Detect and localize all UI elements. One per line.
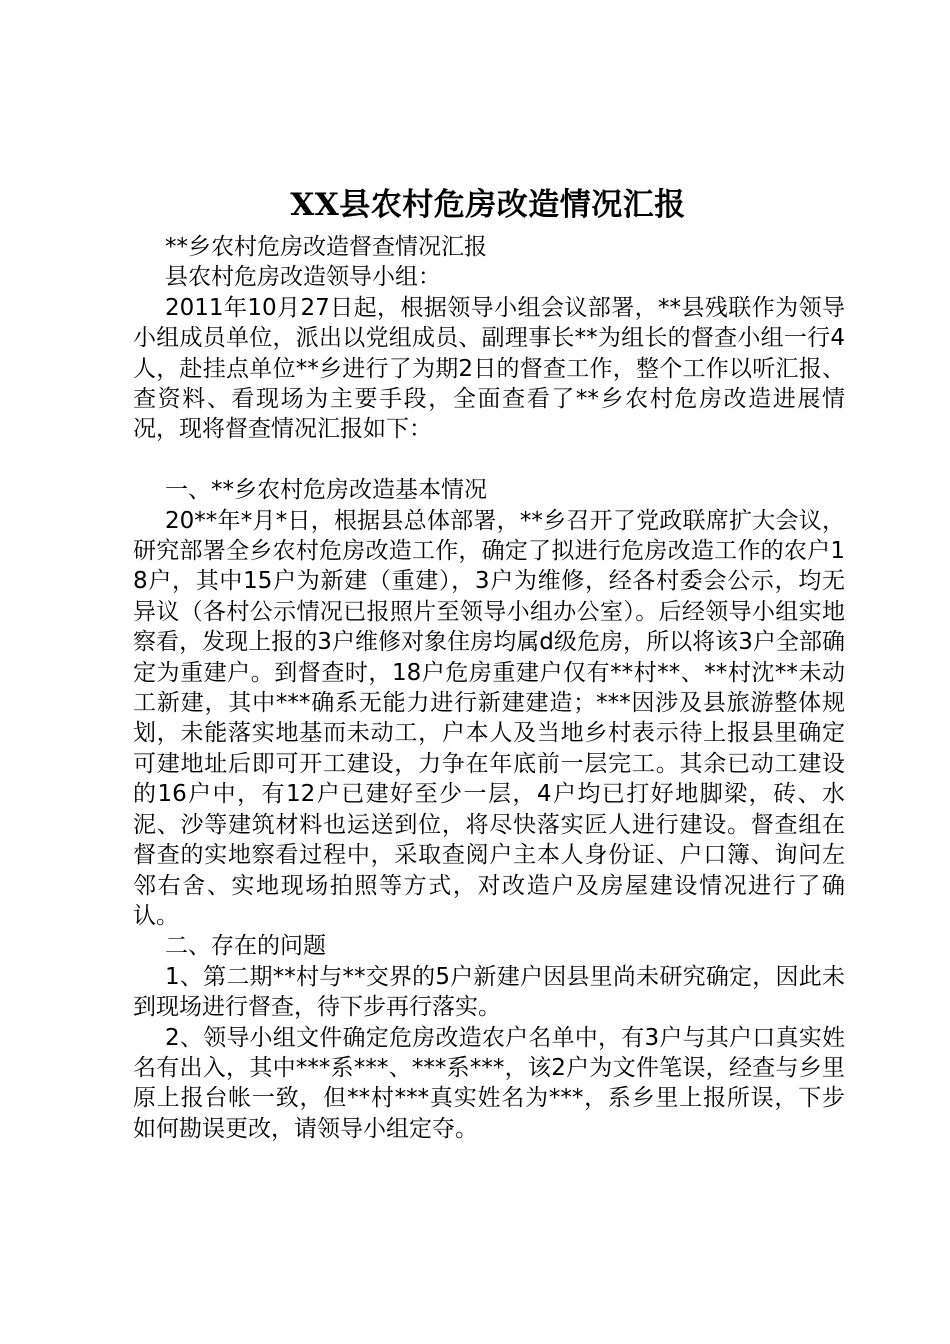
document-title: XX县农村危房改造情况汇报 bbox=[290, 187, 686, 223]
subtitle-line: **乡农村危房改造督查情况汇报 bbox=[165, 234, 487, 260]
intro-paragraph: 2011年10月27日起，根据领导小组会议部署，**县残联作为领导小组成员单位，派出以党组成员、副理事长**为组长的督查小组一行4人，赴挂点单位**乡进行了为期2日的督查工作，整个工作以听汇报、查资料、看现场为主要手段，全面查看了**乡农村危房改造进展情况，现将督查情况汇报如下： bbox=[133, 294, 845, 443]
issue-item-2: 2、领导小组文件确定危房改造农户名单中，有3户与其户口真实姓名有出入，其中***系***、***系***，该2户为文件笔误，经查与乡里原上报台帐一致，但**村***真实姓名为***，系乡里上报所误，下步如何勘误更改，请领导小组定夺。 bbox=[133, 1024, 845, 1142]
issue-item-1: 1、第二期**村与**交界的5户新建户因县里尚未研究确定，因此未到现场进行督查，待下步再行落实。 bbox=[133, 963, 845, 1021]
paragraph-spacer bbox=[133, 445, 845, 475]
salutation-line: 县农村危房改造领导小组： bbox=[165, 264, 441, 291]
document-page bbox=[133, 178, 845, 1144]
section-body-1: 20**年*月*日，根据县总体部署，**乡召开了党政联席扩大会议，研究部署全乡农村危房改造工作，确定了拟进行危房改造工作的农户18户，其中15户为新建（重建），3户为维修，经各村委会公示，均无异议（各村公示情况已报照片至领导小组办公室）。后经领导小组实地察看，发现上报的3户维修对象住房均属d级危房，所以将该3户全部确定为重建户。到督查时，18户危房重建户仅有**村**、**村沈**未动工新建，其中***确系无能力进行新建建造；***因涉及县旅游整体规划，未能落实地基而未动工，户本人及当地乡村表示待上报县里确定可建地址后即可开工建设，力争在年底前一层完工。其余已动工建设的16户中，有12户已建好至少一层，4户均已打好地脚梁，砖、水泥、沙等建筑材料也运送到位，将尽快落实匠人进行建设。督查组在督查的实地察看过程中，采取查阅户主本人身份证、户口簿、询问左邻右舍、实地现场拍照等方式，对改造户及房屋建设情况进行了确认。 bbox=[133, 507, 845, 929]
section-heading-1: 一、**乡农村危房改造基本情况 bbox=[165, 477, 487, 504]
section-heading-2: 二、存在的问题 bbox=[165, 933, 326, 960]
